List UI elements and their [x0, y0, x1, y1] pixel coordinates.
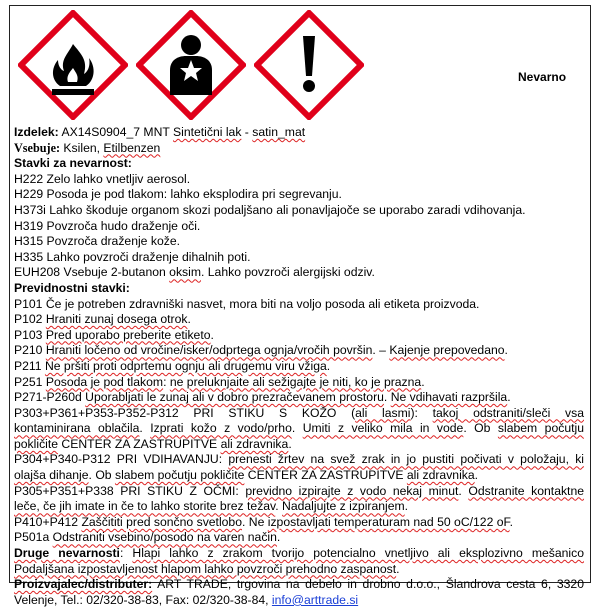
other-hazards-line2: Podaljšana izpostavljenost hlapom lahko povzroči prehodno zaspanost.: [14, 561, 400, 576]
precaution-p303-line1: P303+P361+P353-P352-P312 PRI STIKU S KOŽO (ali lasmi): takoj odstraniti/sleči vsa: [14, 405, 584, 420]
label-text: [14, 125, 584, 608]
hazard-statement: H335 Lahko povzroči draženje dihalnih poti.: [14, 249, 251, 264]
precaution-heading: Previdnostni stavki:: [14, 280, 130, 295]
hazard-statement: H315 Povzroča draženje kože.: [14, 234, 180, 249]
precaution-p305-line1: P305+P351+P338 PRI STIKU Z OČMI: previdno izpirajte z vodo nekaj minut. Odstranite kontaktne: [14, 483, 585, 498]
precaution-p251: P251 Posoda je pod tlakom: ne preluknjaite ali sežigajte je niti, ko je prazna.: [14, 374, 425, 389]
precaution-p304-line2: olajša dihanje. Ob slabem počutju pokličite CENTER ZA ZASTRUPITVE ali zdravnika.: [14, 468, 479, 483]
email-link[interactable]: info@arttrade.si: [271, 592, 359, 607]
precaution-p103: P103 Pred uporabo preberite etiketo.: [14, 327, 214, 342]
exclamation-pictogram: [254, 10, 364, 120]
contains-line: Vsebuje: Ksilen, Etilbenzen: [14, 140, 161, 155]
precaution-p101: P101 Če je potreben zdravniški nasvet, mora biti na voljo posoda ali etiketa proizvoda.: [14, 296, 480, 311]
precaution-p304-line1: P304+P340-P312 PRI VDIHAVANJU: prenesti žrtev na svež zrak in jo pustiti počivati v položaju, ki: [14, 452, 584, 467]
precaution-p303-line3: pokličite CENTER ZA ZASTRUPITVE ali zdravnika.: [14, 436, 292, 451]
signal-word: Nevarno: [518, 70, 567, 84]
precaution-p211: P211 Ne pršiti proti odprtemu ognju ali drugemu viru vžiga.: [14, 358, 331, 373]
producer-line1: Proizvajalec/distributer: ART TRADE, trgovina na debelo in drobno d.o.o., Šlandrova cesta 6, 3320: [14, 577, 584, 592]
hazard-statement: H222 Zelo lahko vnetljiv aerosol.: [14, 171, 191, 186]
flame-pictogram: [18, 10, 128, 120]
health-hazard-pictogram: [136, 10, 246, 120]
precaution-p271: P271-P260d Uporabljati le zunaj ali v dobro prezračevanem prostoru. Ne vdihavati razpršila.: [14, 390, 511, 405]
precaution-p305-line2: leče, če jih imate in če to lahko storite brez težav. Nadaljujte z izpiranjem.: [14, 499, 409, 514]
precaution-p303-line2: kontaminirana oblačila. Izprati kožo z vodo/prho. Umiti z veliko mila in vode. Ob slabem počutju: [14, 421, 584, 436]
precaution-p102: P102 Hraniti zunaj dosega otrok.: [14, 312, 191, 327]
hazard-statement: H319 Povzroča hudo draženje oči.: [14, 218, 201, 233]
euh-statement: EUH208 Vsebuje 2-butanon oksim. Lahko povzroči alergijski odziv.: [14, 265, 375, 280]
hazard-statement: H229 Posoda je pod tlakom: lahko eksplodira pri segrevanju.: [14, 187, 342, 202]
product-line: Izdelek: AX14S0904_7 MNT Sintetični lak - satin_mat: [14, 125, 306, 139]
hazard-statement: H373i Lahko škoduje organom skozi podaljšano ali ponavljajoče se uporabo zaradi vdihovanja.: [14, 202, 526, 217]
precaution-p501: P501a Odstraniti vsebino/posodo na varen način.: [14, 530, 281, 545]
hazard-heading: Stavki za nevarnost:: [14, 156, 132, 171]
other-hazards-line1: Druge nevarnosti: Hlapi lahko z zrakom tvorijo potencialno vnetljivo ali eksplozivno mešanico: [14, 546, 584, 561]
producer-line2: Velenje, Tel.: 02/320-38-83, Fax: 02/320-38-84, info@arttrade.si: [14, 592, 359, 607]
precaution-p410: P410+P412 Zaščititi pred sončno svetlobo. Ne izpostavljati temperaturam nad 50 oC/122 oF.: [14, 514, 513, 529]
precaution-p210: P210 Hraniti ločeno od vročine/isker/odprtega ognja/vročih površin. – Kajenje prepovedano.: [14, 343, 508, 358]
